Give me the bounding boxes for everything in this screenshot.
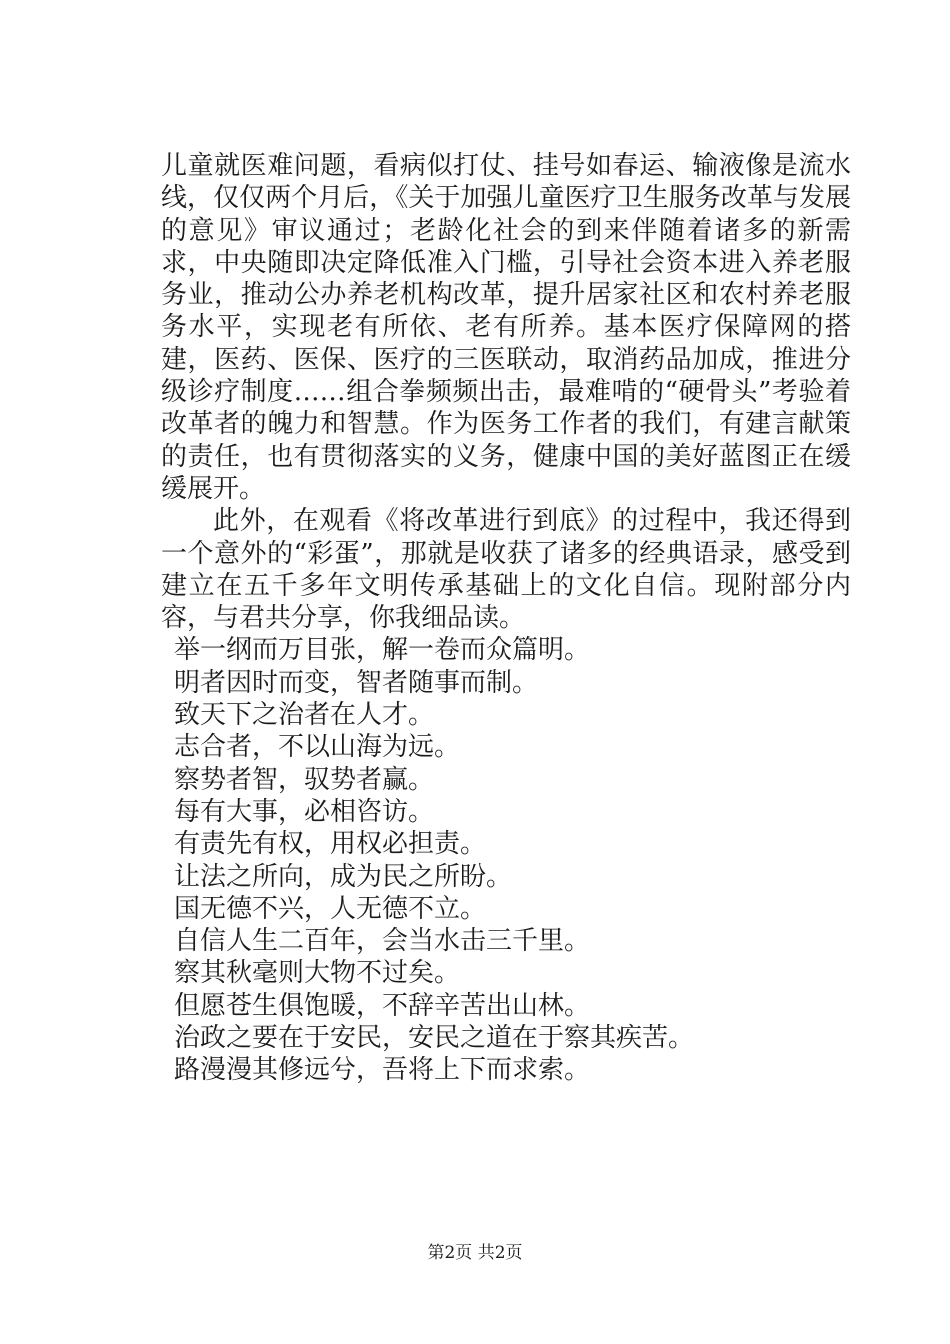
quote-line: 察其秋毫则大物不过矣。 [174, 958, 461, 989]
quote-line: 但愿苍生俱饱暖，不辞辛苦出山林。 [174, 990, 591, 1021]
quote-line: 察势者智，驭势者赢。 [174, 764, 435, 795]
quote-line: 国无德不兴，人无德不立。 [174, 893, 487, 924]
quote-line: 治政之要在于安民，安民之道在于察其疾苦。 [174, 1023, 695, 1054]
quote-line: 明者因时而变，智者随事而制。 [174, 667, 539, 698]
document-body [161, 150, 851, 1087]
paragraph-healthcare-reform: 儿童就医难问题，看病似打仗、挂号如春运、输液像是流水线，仅仅两个月后，《关于加强儿童医疗卫生服务改革与发展的意见》审议通过；老龄化社会的到来伴随着诸多的新需求，中央随即决定降低准入门槛，引导社会资本进入养老服务业，推动公办养老机构改革，提升居家社区和农村养老服务水平，实现老有所依、老有所养。基本医疗保障网的搭建，医药、医保、医疗的三医联动，取消药品加成，推进分级诊疗制度……组合拳频频出击，最难啃的“硬骨头”考验着改革者的魄力和智慧。作为医务工作者的我们，有建言献策的责任，也有贯彻落实的义务，健康中国的美好蓝图正在缓缓展开。 [161, 151, 851, 504]
quote-line: 路漫漫其修远兮，吾将上下而求索。 [174, 1055, 591, 1086]
quote-list [161, 634, 851, 1086]
page-number-footer: 第2页 共2页 [427, 1243, 523, 1263]
quote-line: 致天下之治者在人才。 [174, 700, 435, 731]
paragraph-classic-quotes-intro: 此外，在观看《将改革进行到底》的过程中，我还得到一个意外的“彩蛋”，那就是收获了诸多的经典语录，感受到建立在五千多年文明传承基础上的文化自信。现附部分内容，与君共分享，你我细品读。 [161, 506, 851, 634]
quote-line: 有责先有权，用权必担责。 [174, 829, 487, 860]
quote-line: 举一纲而万目张，解一卷而众篇明。 [174, 635, 591, 666]
quote-line: 让法之所向，成为民之所盼。 [174, 861, 513, 892]
quote-line: 每有大事，必相咨访。 [174, 796, 435, 827]
quote-line: 自信人生二百年，会当水击三千里。 [174, 926, 591, 957]
quote-line: 志合者，不以山海为远。 [174, 732, 461, 763]
